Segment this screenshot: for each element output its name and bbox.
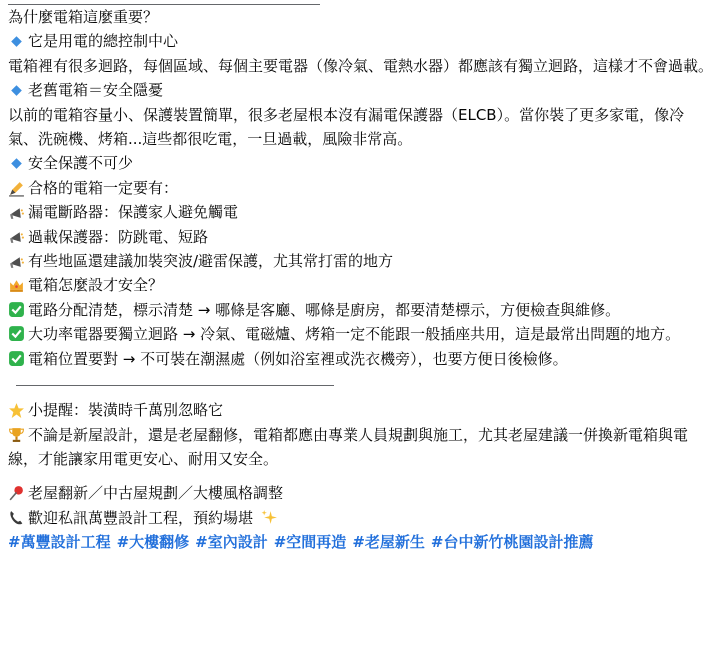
green-check-box-icon — [8, 301, 25, 318]
check-item-2 — [8, 322, 714, 346]
heading-text: 為什麼電箱這麼重要？ — [8, 8, 159, 26]
section-heading — [8, 5, 714, 29]
megaphone-icon — [8, 204, 25, 221]
check-item-3 — [8, 347, 714, 371]
item2-text: 過載保護器：防跳電、短路 — [28, 227, 209, 246]
point1-title: 它是用電的總控制中心 — [28, 32, 179, 51]
point2-body: 以前的電箱容量小、保護裝置簡單，很多老屋根本沒有漏電保護器（ELCB）。當你裝了更多家電，像冷氣、洗碗機、烤箱...這些都很吃電，一旦過載，風險非常高。 — [8, 105, 685, 149]
check3-text: 電箱位置要對 → 不可裝在潮濕處（例如浴室裡或洗衣機旁），也要方便日後檢修。 — [28, 349, 568, 368]
point-title — [8, 151, 714, 175]
tips-body-text: 不論是新屋設計，還是老屋翻修，電箱都應由專業人員規劃與施工，尤其老屋建議一併換新電箱與電線，才能讓家用電更安心、耐用又安全。 — [8, 425, 689, 468]
must-have-line — [8, 176, 714, 200]
divider — [16, 385, 334, 386]
list-item — [8, 200, 714, 224]
check-item-1 — [8, 298, 714, 322]
small-blue-diamond-icon — [8, 33, 25, 50]
tips-body — [8, 423, 714, 472]
point1-body: 電箱裡有很多迴路，每個區域、每個主要電器（像冷氣、電熱水器）都應該有獨立迴路，這樣才不會過載。 — [8, 56, 714, 75]
megaphone-icon — [8, 228, 25, 245]
star-icon — [8, 402, 25, 419]
point3-title: 安全保護不可少 — [28, 154, 134, 173]
how-title-line — [8, 273, 714, 297]
hashtag-link[interactable]: #室內設計 — [195, 533, 268, 552]
pushpin-icon — [8, 485, 25, 502]
item1-text: 漏電斷路器：保護家人避免觸電 — [28, 203, 239, 222]
list-item — [8, 225, 714, 249]
point2-title: 老舊電箱＝安全隱憂 — [28, 81, 164, 100]
services-text: 老屋翻新／中古屋規劃／大樓風格調整 — [28, 484, 284, 503]
contact-text: 歡迎私訊萬豐設計工程，預約場堪 — [28, 508, 254, 527]
point-title — [8, 29, 714, 53]
list-item — [8, 249, 714, 273]
check1-text: 電路分配清楚，標示清楚 → 哪條是客廳、哪條是廚房，都要清楚標示，方便檢查與維修。 — [28, 300, 621, 319]
tips-title-text: 小提醒：裝潢時千萬別忽略它 — [28, 401, 224, 420]
green-check-box-icon — [8, 325, 25, 342]
contact-line — [8, 506, 714, 530]
hashtag-link[interactable]: #萬豐設計工程 — [8, 533, 111, 552]
crown-icon — [8, 277, 25, 294]
small-blue-diamond-icon — [8, 155, 25, 172]
small-blue-diamond-icon — [8, 82, 25, 99]
hashtag-link[interactable]: #台中新竹桃園設計推薦 — [430, 533, 594, 552]
tips-title-line — [8, 398, 714, 422]
services-line — [8, 481, 714, 505]
check2-text: 大功率電器要獨立迴路 → 冷氣、電磁爐、烤箱一定不能跟一般插座共用，這是最常出問題的地方。 — [28, 325, 681, 344]
hashtag-link[interactable]: #大樓翻修 — [116, 533, 190, 552]
hashtag-row — [8, 530, 714, 554]
sparkles-icon — [261, 509, 278, 526]
hashtag-link[interactable]: #空間再造 — [273, 533, 347, 552]
must-have-text: 合格的電箱一定要有： — [28, 178, 179, 197]
item3-text: 有些地區還建議加裝突波/避雷保護，尤其常打雷的地方 — [28, 252, 394, 271]
how-title-text: 電箱怎麼設才安全？ — [28, 276, 164, 295]
megaphone-icon — [8, 253, 25, 270]
point-title — [8, 78, 714, 102]
hashtag-link[interactable]: #老屋新生 — [352, 533, 425, 552]
post-body — [0, 4, 724, 654]
trophy-icon — [8, 426, 25, 443]
writing-hand-icon — [8, 180, 25, 197]
green-check-box-icon — [8, 350, 25, 367]
telephone-receiver-icon — [8, 509, 25, 526]
